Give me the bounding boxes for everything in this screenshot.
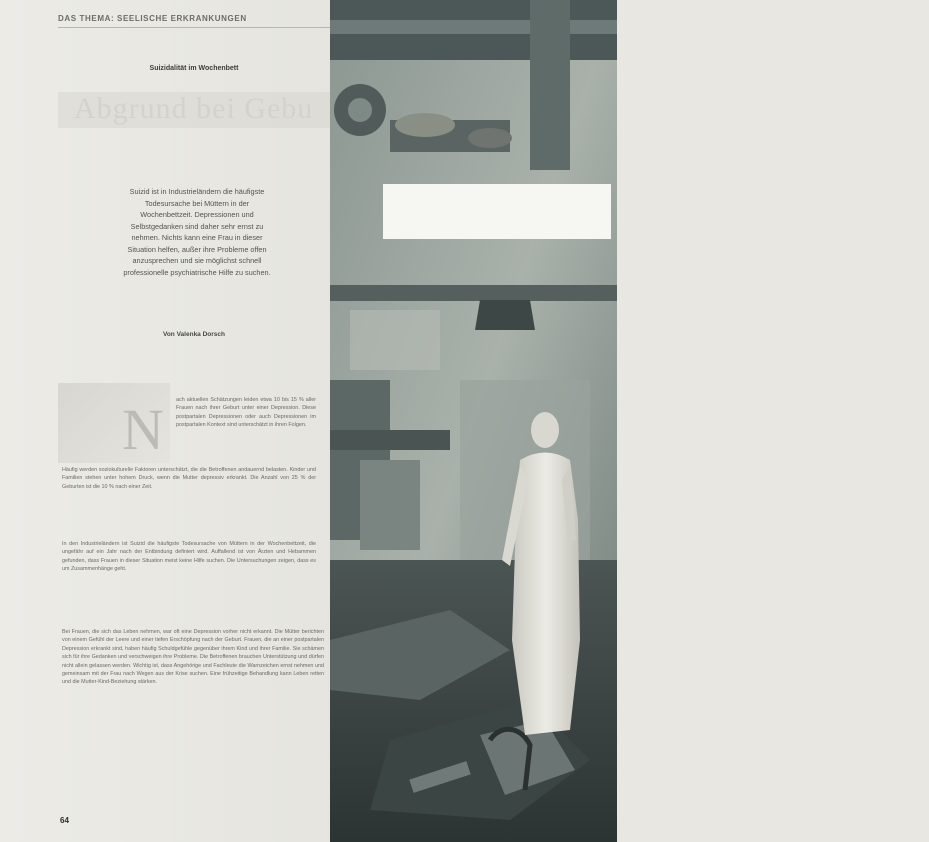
article-kicker: Suizidalität im Wochenbett: [149, 65, 239, 72]
body-paragraph-3: Bei Frauen, die sich das Leben nehmen, war oft eine Depression vorher nicht erkannt. Die Mütter berichten von einem Gefühl der Leere und einer tiefen Erschöpfung nach der Geburt. Frauen, die an einer postpartalen Depression erkrankt sind, haben häufig Schuldgefühle gegenüber ihrem Kind und ihrer Familie. Sie schämen sich für ihre Gedanken und verschweigen ihre Probleme. Die Betroffenen brauchen Unterstützung und dürfen nicht allein gelassen werden. Wichtig ist, dass Angehörige und Fachleute die Warnzeichen ernst nehmen und gemeinsam mit der Frau nach Wegen aus der Krise suchen. Eine frühzeitige Behandlung kann Leben retten und die Mutter-Kind-Beziehung stärken.: [62, 629, 324, 686]
body-paragraph-1b: Häufig werden soziokulturelle Faktoren unterschätzt, die die Betroffenen andauernd belasten. Kinder und Familien stehen unter hohem Druck, wenn die Mutter depressiv erkrankt. Die Anzahl von 25 % der Geburten ist die 10 % nach einer Zeit.: [62, 467, 316, 490]
topic-divider: [58, 27, 330, 28]
article-title: Abgrund bei Gebu: [74, 92, 314, 125]
body-paragraph-1a: ach aktuellen Schätzungen leiden etwa 10 bis 15 % aller Frauen nach ihrer Geburt unter einer Depression. Diese postpartalen Depressionen oder auch Depressionen im postpartalen Kontext sind unterschätzt in ihren Folgen.: [176, 397, 316, 429]
photo-credit: FOTO: PHOTOCASE: [924, 666, 929, 712]
article-byline: Von Valenka Dorsch: [162, 331, 225, 338]
body-paragraph-2: In den Industrieländern ist Suizid die häufigste Todesursache von Müttern in der Wochenbettzeit, die ungefähr auf ein Jahr nach der Entbindung definiert wird. Auffallend ist von Ärzten und Hebammen gefunden, dass Frauen in dieser Situation meist keine Hilfe suchen. Die Untersuchungen zeigen, dass es um Zusammenhänge geht.: [62, 541, 316, 573]
article-photo: [330, 0, 929, 842]
drop-cap: N: [122, 397, 164, 462]
section-topic: DAS THEMA: SEELISCHE ERKRANKUNGEN: [58, 14, 247, 23]
article-lead: Suizid ist in Industrieländern die häufigste Todesursache bei Müttern in der Wochenbettzeit. Depressionen und Selbstgedanken sind daher sehr ernst zu nehmen. Nichts kann eine Frau in dieser Situation helfen, außer ihre Probleme offen anzusprechen und sie möglichst schnell professionelle psychiatrische Hilfe zu suchen.: [123, 187, 271, 277]
page-number: 64: [60, 816, 69, 825]
ruined-room-illustration: [330, 0, 617, 842]
blank-caption-box: [383, 184, 611, 239]
